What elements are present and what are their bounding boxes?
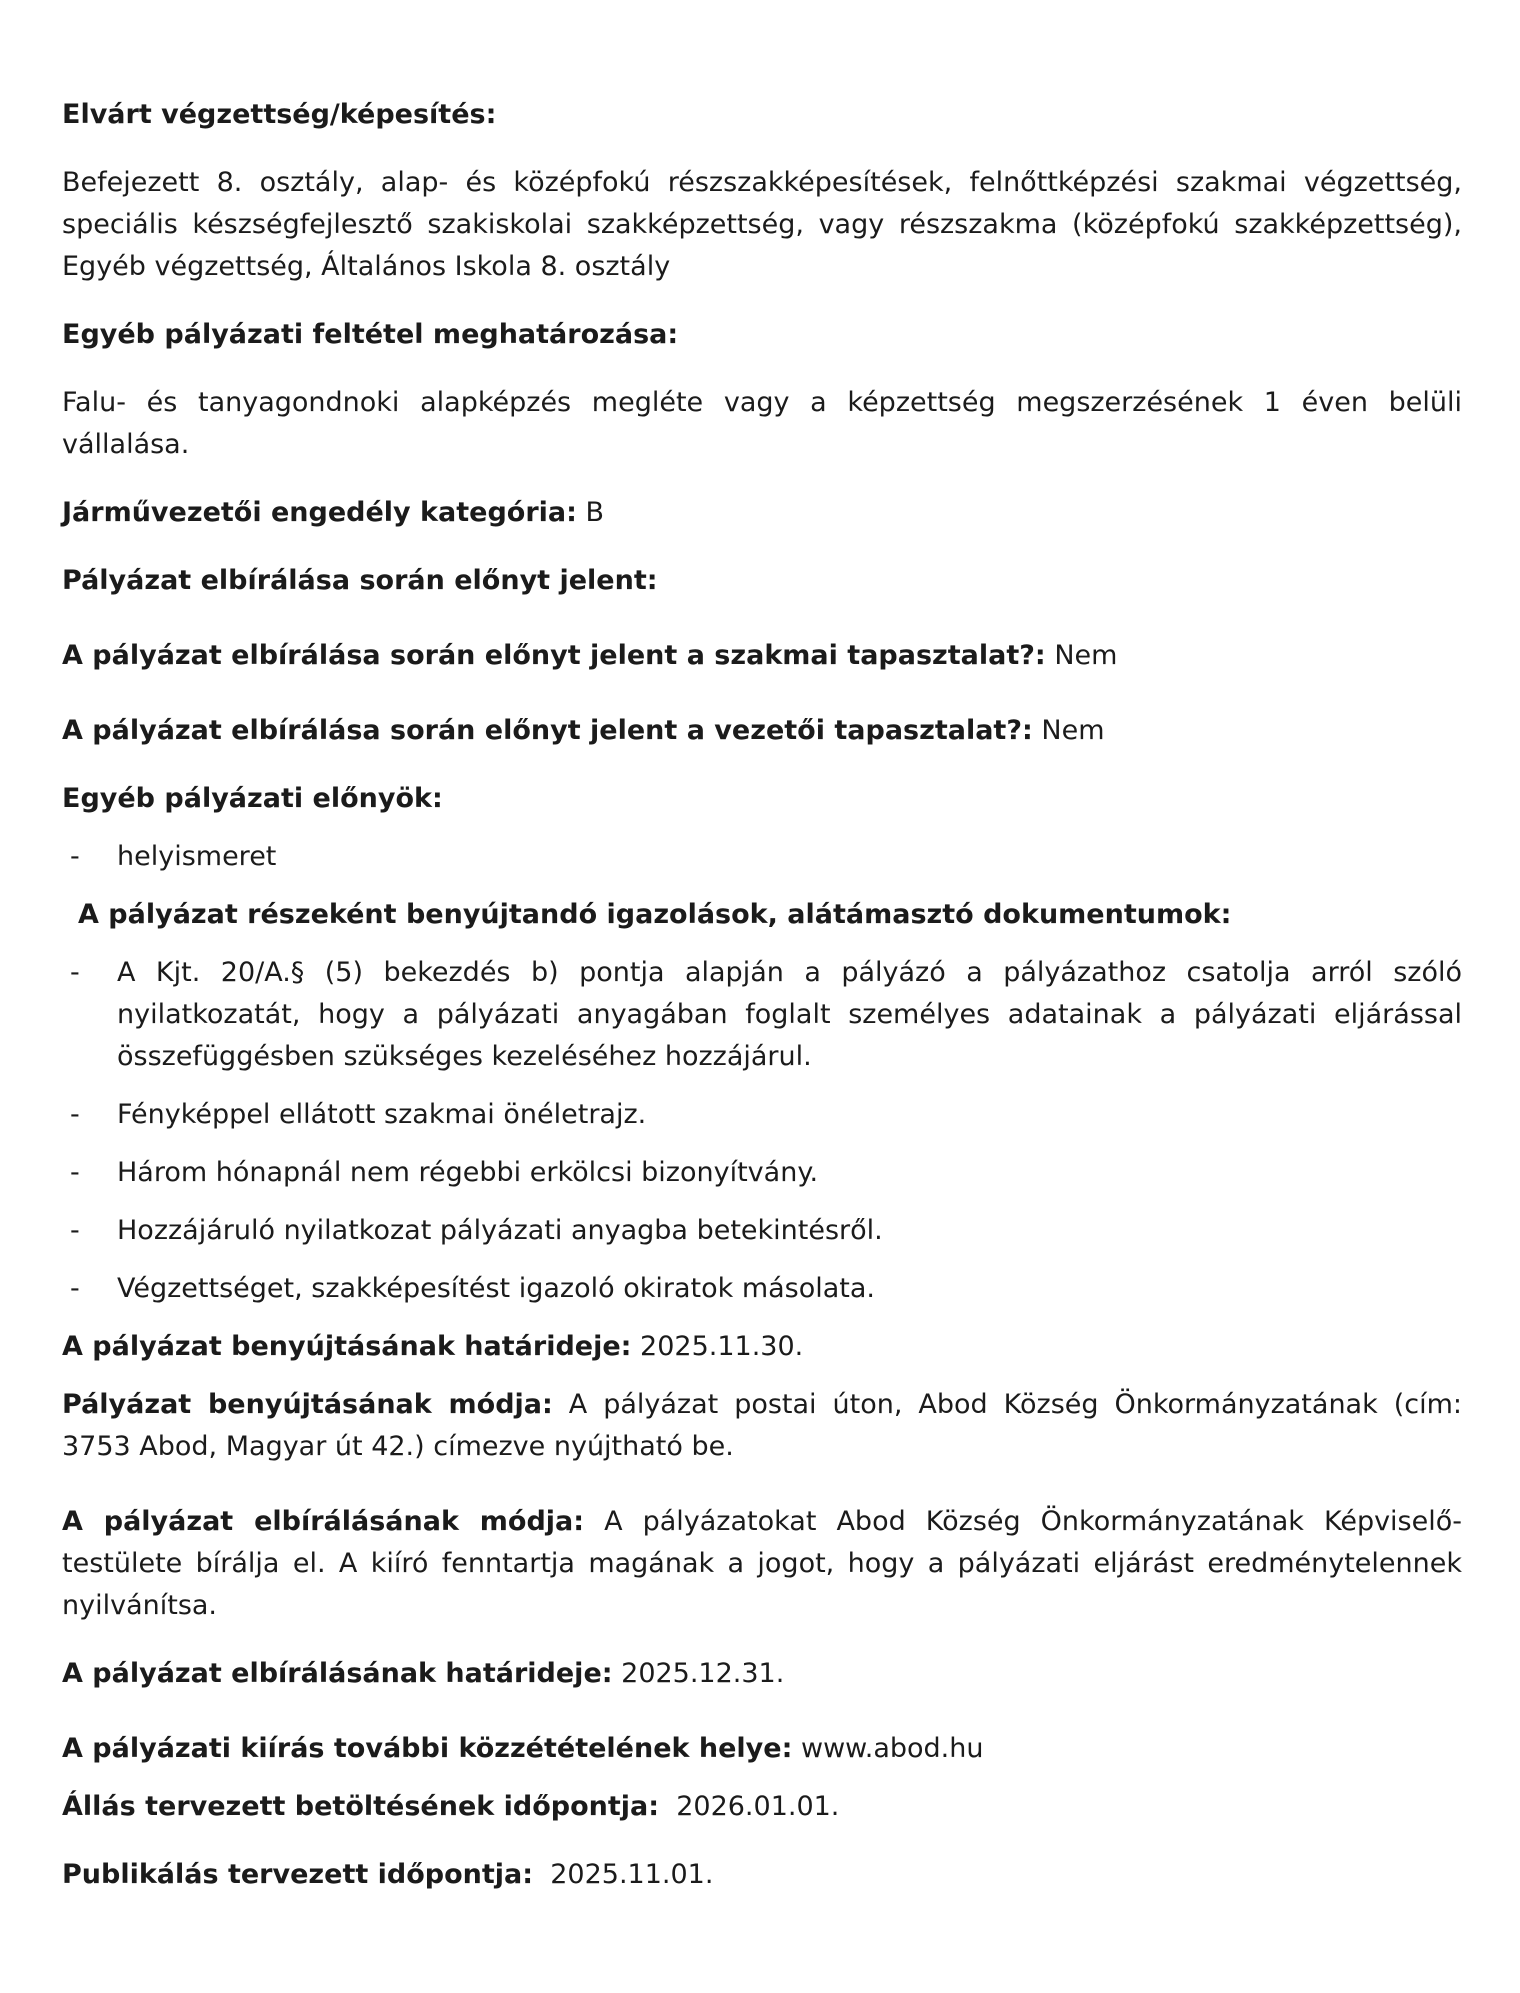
field-label: Publikálás tervezett időpontja: [62, 1859, 534, 1890]
field-value: 2025.12.31. [621, 1658, 785, 1689]
field-value: A pályázat postai úton, Abod Község Önkormányzatának (cím: 3753 Abod, Magyar út 42.) címezve nyújtható be. [62, 1389, 1462, 1462]
list-bullet: - [70, 1157, 80, 1188]
list-item-erkolcsi-bizonyitvany [62, 1152, 1462, 1194]
field-value: 2025.11.30. [640, 1331, 804, 1362]
list-bullet: - [70, 1215, 80, 1246]
field-label: A pályázat elbírálása során előnyt jelent a szakmai tapasztalat?: [62, 640, 1046, 671]
field-label: A pályázat benyújtásának határideje: [62, 1331, 632, 1362]
field-value: A pályázatokat Abod Község Önkormányzatának Képviselő-testülete bírálja el. A kiíró fenntartja magának a jogot, hogy a pályázati eljárást eredménytelennek nyilvánítsa. [62, 1506, 1462, 1621]
list-item-oneletrajz [62, 1094, 1462, 1136]
field-szakmai-tapasztalat [62, 635, 1462, 677]
field-jarmuvezetoi-engedely [62, 492, 1462, 534]
field-label: A pályázat elbírálásának módja: [62, 1506, 585, 1537]
heading-elonyt-jelent: Pályázat elbírálása során előnyt jelent: [62, 565, 658, 596]
heading-elvart-vegzettseg: Elvárt végzettség/képesítés: [62, 99, 497, 130]
field-label: Járművezetői engedély kategória: [62, 497, 577, 528]
list-item-helyismeret [62, 836, 1462, 878]
para-egyeb-feltetel-reszletek: Falu- és tanyagondnoki alapképzés megléte vagy a képzettség megszerzésének 1 éven belüli vállalása. [62, 387, 1462, 460]
field-kozzetetel-helye [62, 1728, 1462, 1770]
heading-egyeb-elonyok: Egyéb pályázati előnyök: [62, 783, 443, 814]
list-item-okirat-masolat [62, 1268, 1462, 1310]
field-value: B [585, 497, 605, 528]
field-label: A pályázat elbírálása során előnyt jelent a vezetői tapasztalat?: [62, 715, 1033, 746]
list-item-text: Fényképpel ellátott szakmai önéletrajz. [117, 1099, 647, 1130]
heading-benyujtando-dokumentumok: A pályázat részeként benyújtandó igazolások, alátámasztó dokumentumok: [78, 899, 1232, 930]
field-betoltes-idopontja [62, 1786, 1462, 1828]
list-item-text: A Kjt. 20/A.§ (5) bekezdés b) pontja alapján a pályázó a pályázathoz csatolja arról szóló nyilatkozatát, hogy a pályázati anyagában foglalt személyes adatainak a pályázati eljárással összefüggésben szükséges kezeléséhez hozzájárul. [117, 957, 1462, 1072]
list-bullet: - [70, 1273, 80, 1304]
field-label: Pályázat benyújtásának módja: [62, 1389, 553, 1420]
list-item-text: Végzettséget, szakképesítést igazoló okiratok másolata. [117, 1273, 876, 1304]
field-benyujtas-modja [62, 1384, 1462, 1468]
list-bullet: - [70, 1099, 80, 1130]
field-value: www.abod.hu [800, 1733, 984, 1764]
field-label: A pályázat elbírálásának határideje: [62, 1658, 613, 1689]
field-benyujtas-hatarideje [62, 1326, 1462, 1368]
list-item-text: Hozzájáruló nyilatkozat pályázati anyagba betekintésről. [117, 1215, 883, 1246]
field-elbiralas-modja [62, 1501, 1462, 1627]
list-bullet: - [70, 841, 80, 872]
list-item-text: Három hónapnál nem régebbi erkölcsi bizonyítvány. [117, 1157, 819, 1188]
field-label: Állás tervezett betöltésének időpontja: [62, 1791, 660, 1822]
field-elbiralas-hatarideje [62, 1653, 1462, 1695]
list-item-betekintes-nyilatkozat [62, 1210, 1462, 1252]
list-item-kjt-nyilatkozat [62, 952, 1462, 1078]
field-value: Nem [1054, 640, 1118, 671]
field-publikalas-idopontja [62, 1854, 1462, 1896]
list-item-text: helyismeret [117, 841, 277, 872]
list-bullet: - [70, 957, 80, 988]
field-vezetoi-tapasztalat [62, 710, 1462, 752]
field-value: Nem [1041, 715, 1105, 746]
field-value: 2026.01.01. [676, 1791, 840, 1822]
field-value: 2025.11.01. [550, 1859, 714, 1890]
field-label: A pályázati kiírás további közzétételének helye: [62, 1733, 793, 1764]
heading-egyeb-palyazati-feltetel: Egyéb pályázati feltétel meghatározása: [62, 319, 679, 350]
para-vegzettseg-reszletek: Befejezett 8. osztály, alap- és középfokú részszakképesítések, felnőttképzési szakmai végzettség, speciális készségfejlesztő szakiskolai szakképzettség, vagy részszakma (középfokú szakképzettség), Egyéb végzettség, Általános Iskola 8. osztály [62, 167, 1462, 282]
